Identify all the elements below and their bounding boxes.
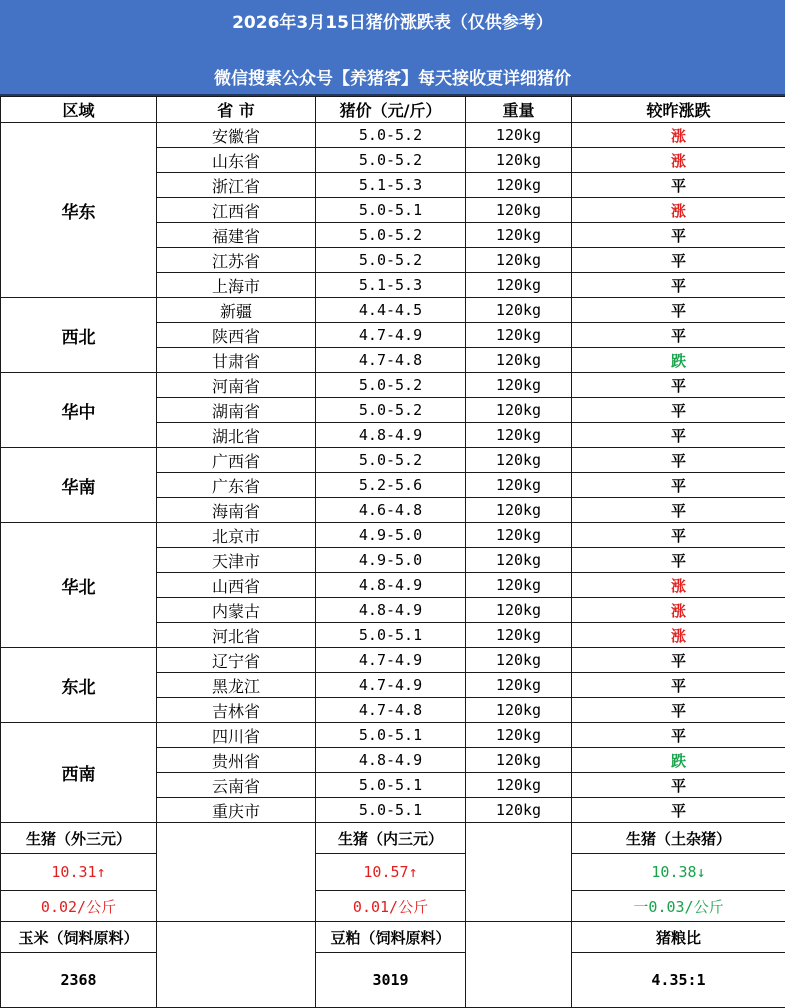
change-cell: 涨 xyxy=(572,573,785,598)
region-cell: 西南 xyxy=(1,723,157,823)
weight-cell: 120kg xyxy=(466,598,572,623)
pig-outer-label: 生猪（外三元） xyxy=(1,823,157,854)
region-cell: 东北 xyxy=(1,648,157,723)
change-cell: 平 xyxy=(572,548,785,573)
change-cell: 涨 xyxy=(572,148,785,173)
column-header: 省 市 xyxy=(157,97,316,123)
price-cell: 5.0-5.2 xyxy=(316,398,466,423)
down-arrow-icon: ↓ xyxy=(696,863,706,881)
province-cell: 山东省 xyxy=(157,148,316,173)
table-row xyxy=(1,373,785,398)
empty-cell xyxy=(466,823,572,922)
weight-cell: 120kg xyxy=(466,698,572,723)
price-table xyxy=(0,96,785,1008)
change-cell: 平 xyxy=(572,473,785,498)
column-header: 重量 xyxy=(466,97,572,123)
change-cell: 平 xyxy=(572,723,785,748)
province-cell: 广东省 xyxy=(157,473,316,498)
corn-value: 2368 xyxy=(1,953,157,1008)
weight-cell: 120kg xyxy=(466,348,572,373)
empty-cell xyxy=(466,922,572,1008)
price-cell: 5.0-5.2 xyxy=(316,448,466,473)
ratio-value: 4.35:1 xyxy=(572,953,785,1008)
weight-cell: 120kg xyxy=(466,148,572,173)
price-cell: 5.0-5.2 xyxy=(316,148,466,173)
weight-cell: 120kg xyxy=(466,773,572,798)
change-cell: 平 xyxy=(572,448,785,473)
province-cell: 江苏省 xyxy=(157,248,316,273)
price-cell: 5.0-5.2 xyxy=(316,248,466,273)
province-cell: 云南省 xyxy=(157,773,316,798)
change-cell: 平 xyxy=(572,523,785,548)
column-header: 较昨涨跌 xyxy=(572,97,785,123)
table-row xyxy=(1,123,785,148)
price-cell: 4.7-4.8 xyxy=(316,348,466,373)
pig-local-label: 生猪（土杂猪） xyxy=(572,823,785,854)
pig-local-price xyxy=(572,854,785,891)
price-cell: 5.1-5.3 xyxy=(316,273,466,298)
price-cell: 4.9-5.0 xyxy=(316,548,466,573)
province-cell: 上海市 xyxy=(157,273,316,298)
region-cell: 华东 xyxy=(1,123,157,298)
region-cell: 西北 xyxy=(1,298,157,373)
price-cell: 4.6-4.8 xyxy=(316,498,466,523)
region-cell: 华南 xyxy=(1,448,157,523)
region-cell: 华北 xyxy=(1,523,157,648)
pig-inner-price-value: 10.57 xyxy=(363,863,409,881)
province-cell: 江西省 xyxy=(157,198,316,223)
province-cell: 辽宁省 xyxy=(157,648,316,673)
table-row xyxy=(1,648,785,673)
province-cell: 湖北省 xyxy=(157,423,316,448)
price-cell: 4.9-5.0 xyxy=(316,523,466,548)
summary-label-row xyxy=(1,823,785,854)
price-cell: 5.1-5.3 xyxy=(316,173,466,198)
weight-cell: 120kg xyxy=(466,273,572,298)
province-cell: 陕西省 xyxy=(157,323,316,348)
weight-cell: 120kg xyxy=(466,498,572,523)
weight-cell: 120kg xyxy=(466,623,572,648)
price-cell: 4.8-4.9 xyxy=(316,598,466,623)
table-row xyxy=(1,723,785,748)
price-cell: 5.0-5.2 xyxy=(316,373,466,398)
empty-cell xyxy=(157,922,316,1008)
change-cell: 平 xyxy=(572,248,785,273)
up-arrow-icon: ↑ xyxy=(96,863,106,881)
weight-cell: 120kg xyxy=(466,473,572,498)
province-cell: 河南省 xyxy=(157,373,316,398)
column-header: 区域 xyxy=(1,97,157,123)
weight-cell: 120kg xyxy=(466,748,572,773)
sheet-subtitle: 微信搜素公众号【养猪客】每天接收更详细猪价 xyxy=(214,69,571,89)
weight-cell: 120kg xyxy=(466,723,572,748)
pig-outer-price-value: 10.31 xyxy=(51,863,97,881)
province-cell: 甘肃省 xyxy=(157,348,316,373)
empty-cell xyxy=(157,823,316,922)
price-cell: 5.0-5.1 xyxy=(316,723,466,748)
province-cell: 重庆市 xyxy=(157,798,316,823)
province-cell: 湖南省 xyxy=(157,398,316,423)
change-cell: 平 xyxy=(572,398,785,423)
weight-cell: 120kg xyxy=(466,648,572,673)
feed-value-row xyxy=(1,953,785,1008)
pig-inner-delta: 0.01/公斤 xyxy=(316,891,466,922)
change-cell: 平 xyxy=(572,773,785,798)
change-cell: 平 xyxy=(572,298,785,323)
pig-inner-price xyxy=(316,854,466,891)
change-cell: 平 xyxy=(572,173,785,198)
corn-label: 玉米（饲料原料） xyxy=(1,922,157,953)
weight-cell: 120kg xyxy=(466,373,572,398)
column-header: 猪价（元/斤） xyxy=(316,97,466,123)
summary-delta-row xyxy=(1,891,785,922)
change-cell: 涨 xyxy=(572,623,785,648)
province-cell: 河北省 xyxy=(157,623,316,648)
weight-cell: 120kg xyxy=(466,248,572,273)
weight-cell: 120kg xyxy=(466,523,572,548)
region-cell: 华中 xyxy=(1,373,157,448)
province-cell: 贵州省 xyxy=(157,748,316,773)
pig-outer-price xyxy=(1,854,157,891)
price-cell: 5.0-5.1 xyxy=(316,623,466,648)
price-cell: 4.7-4.9 xyxy=(316,323,466,348)
title-banner xyxy=(0,0,785,96)
change-cell: 涨 xyxy=(572,123,785,148)
weight-cell: 120kg xyxy=(466,673,572,698)
change-cell: 平 xyxy=(572,698,785,723)
change-cell: 平 xyxy=(572,498,785,523)
province-cell: 吉林省 xyxy=(157,698,316,723)
change-cell: 跌 xyxy=(572,348,785,373)
weight-cell: 120kg xyxy=(466,448,572,473)
price-cell: 4.7-4.8 xyxy=(316,698,466,723)
weight-cell: 120kg xyxy=(466,798,572,823)
price-cell: 5.0-5.2 xyxy=(316,123,466,148)
change-cell: 跌 xyxy=(572,748,785,773)
change-cell: 涨 xyxy=(572,198,785,223)
change-cell: 平 xyxy=(572,648,785,673)
change-cell: 涨 xyxy=(572,598,785,623)
table-header-row xyxy=(1,97,785,123)
weight-cell: 120kg xyxy=(466,198,572,223)
price-cell: 4.7-4.9 xyxy=(316,673,466,698)
province-cell: 海南省 xyxy=(157,498,316,523)
province-cell: 安徽省 xyxy=(157,123,316,148)
province-cell: 山西省 xyxy=(157,573,316,598)
up-arrow-icon: ↑ xyxy=(408,863,418,881)
sheet-title: 2026年3月15日猪价涨跌表（仅供参考） xyxy=(232,13,553,33)
province-cell: 新疆 xyxy=(157,298,316,323)
table-row xyxy=(1,298,785,323)
province-cell: 天津市 xyxy=(157,548,316,573)
change-cell: 平 xyxy=(572,323,785,348)
weight-cell: 120kg xyxy=(466,548,572,573)
table-row xyxy=(1,523,785,548)
summary-price-row xyxy=(1,854,785,891)
change-cell: 平 xyxy=(572,423,785,448)
change-cell: 平 xyxy=(572,798,785,823)
weight-cell: 120kg xyxy=(466,223,572,248)
price-cell: 5.0-5.1 xyxy=(316,773,466,798)
pig-local-price-value: 10.38 xyxy=(651,863,697,881)
weight-cell: 120kg xyxy=(466,398,572,423)
weight-cell: 120kg xyxy=(466,423,572,448)
ratio-label: 猪粮比 xyxy=(572,922,785,953)
pig-inner-label: 生猪（内三元） xyxy=(316,823,466,854)
province-cell: 黑龙江 xyxy=(157,673,316,698)
price-cell: 5.0-5.1 xyxy=(316,798,466,823)
province-cell: 北京市 xyxy=(157,523,316,548)
change-cell: 平 xyxy=(572,223,785,248)
weight-cell: 120kg xyxy=(466,323,572,348)
price-cell: 5.2-5.6 xyxy=(316,473,466,498)
change-cell: 平 xyxy=(572,273,785,298)
weight-cell: 120kg xyxy=(466,173,572,198)
change-cell: 平 xyxy=(572,373,785,398)
pig-outer-delta: 0.02/公斤 xyxy=(1,891,157,922)
weight-cell: 120kg xyxy=(466,123,572,148)
province-cell: 广西省 xyxy=(157,448,316,473)
price-cell: 4.4-4.5 xyxy=(316,298,466,323)
province-cell: 内蒙古 xyxy=(157,598,316,623)
price-cell: 5.0-5.1 xyxy=(316,198,466,223)
province-cell: 四川省 xyxy=(157,723,316,748)
table-row xyxy=(1,448,785,473)
soymeal-label: 豆粕（饲料原料） xyxy=(316,922,466,953)
pig-local-delta: 一0.03/公斤 xyxy=(572,891,785,922)
price-cell: 5.0-5.2 xyxy=(316,223,466,248)
province-cell: 浙江省 xyxy=(157,173,316,198)
weight-cell: 120kg xyxy=(466,298,572,323)
price-cell: 4.8-4.9 xyxy=(316,423,466,448)
province-cell: 福建省 xyxy=(157,223,316,248)
weight-cell: 120kg xyxy=(466,573,572,598)
change-cell: 平 xyxy=(572,673,785,698)
soymeal-value: 3019 xyxy=(316,953,466,1008)
price-cell: 4.8-4.9 xyxy=(316,573,466,598)
feed-label-row xyxy=(1,922,785,953)
price-cell: 4.7-4.9 xyxy=(316,648,466,673)
price-cell: 4.8-4.9 xyxy=(316,748,466,773)
